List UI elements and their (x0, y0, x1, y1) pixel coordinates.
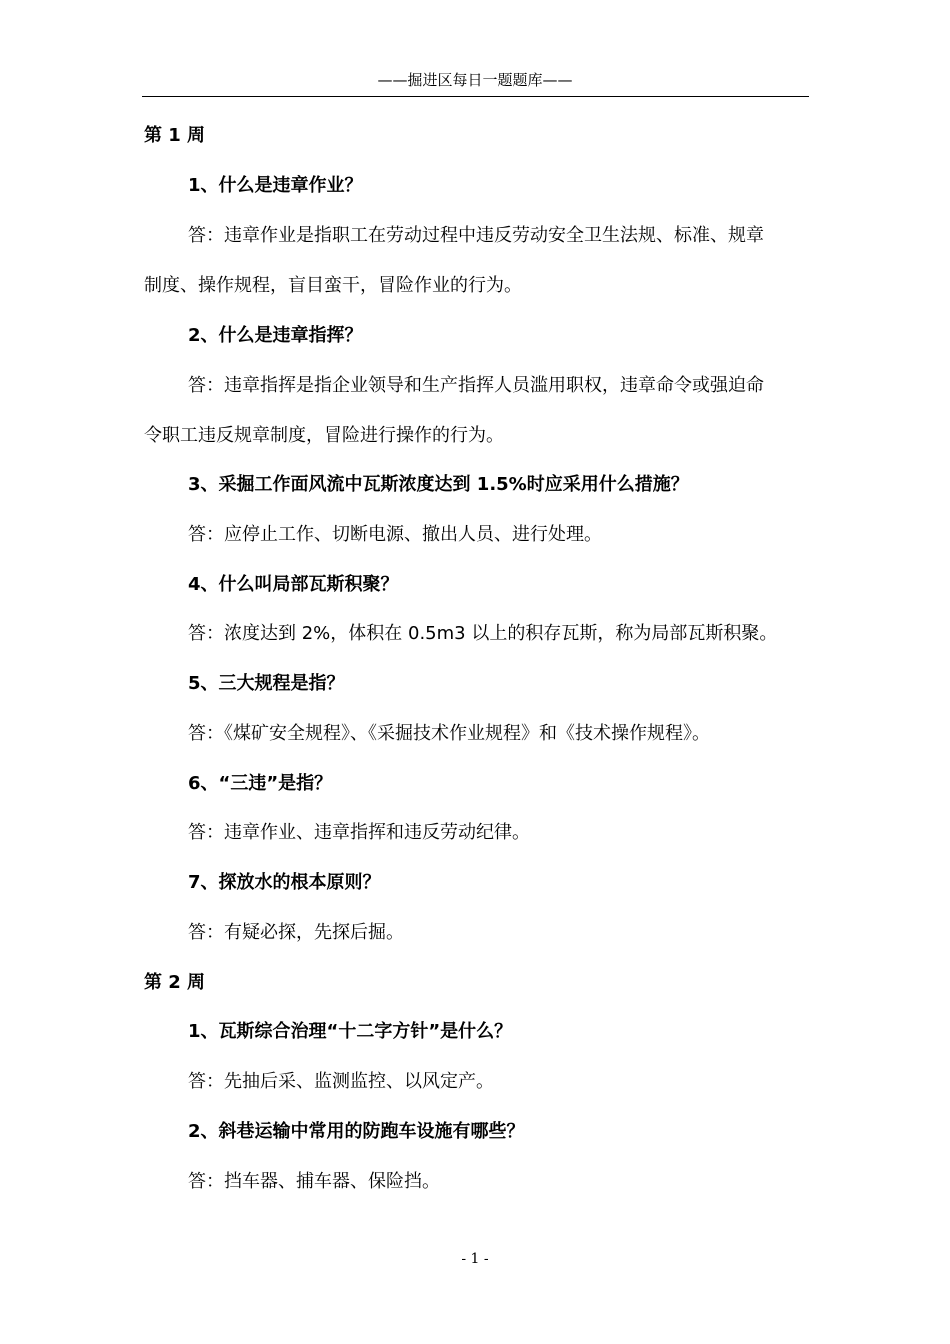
page-header-title: ——掘进区每日一题题库—— (377, 71, 573, 89)
w1-question-4: 4、什么叫局部瓦斯积聚？ (188, 574, 399, 595)
w1-answer-2: 答：违章指挥是指企业领导和生产指挥人员滥用职权，违章命令或强迫命 (188, 375, 764, 396)
w1-answer-7: 答：有疑必探，先探后掘。 (188, 922, 404, 943)
w2-question-2: 2、斜巷运输中常用的防跑车设施有哪些？ (188, 1121, 525, 1142)
w1-answer-1: 答：违章作业是指职工在劳动过程中违反劳动安全卫生法规、标准、规章 (188, 225, 764, 246)
w1-answer-2-cont: 令职工违反规章制度，冒险进行操作的行为。 (144, 425, 504, 446)
page-number: - 1 - (461, 1251, 489, 1267)
w1-question-6: 6、“三违”是指？ (188, 773, 333, 794)
w1-question-2: 2、什么是违章指挥？ (188, 325, 363, 346)
w1-answer-1-cont: 制度、操作规程，盲目蛮干，冒险作业的行为。 (144, 275, 522, 296)
week-2-title: 第 2 周 (144, 972, 206, 993)
week-1-title: 第 1 周 (144, 125, 206, 146)
w2-answer-2: 答：挡车器、捕车器、保险挡。 (188, 1171, 440, 1192)
header-rule (142, 96, 809, 97)
w1-question-3: 3、采掘工作面风流中瓦斯浓度达到 1.5%时应采用什么措施？ (188, 474, 689, 495)
w2-question-1: 1、瓦斯综合治理“十二字方针”是什么？ (188, 1021, 513, 1042)
w1-question-1: 1、什么是违章作业？ (188, 175, 363, 196)
w1-answer-4: 答：浓度达到 2%，体积在 0.5m3 以上的积存瓦斯，称为局部瓦斯积聚。 (188, 623, 778, 644)
w1-question-5: 5、三大规程是指？ (188, 673, 345, 694)
w2-answer-1: 答：先抽后采、监测监控、以风定产。 (188, 1071, 494, 1092)
w1-question-7: 7、探放水的根本原则？ (188, 872, 381, 893)
w1-answer-3: 答：应停止工作、切断电源、撤出人员、进行处理。 (188, 524, 602, 545)
w1-answer-5: 答：《煤矿安全规程》、《采掘技术作业规程》和《技术操作规程》。 (188, 723, 710, 744)
w1-answer-6: 答：违章作业、违章指挥和违反劳动纪律。 (188, 822, 530, 843)
